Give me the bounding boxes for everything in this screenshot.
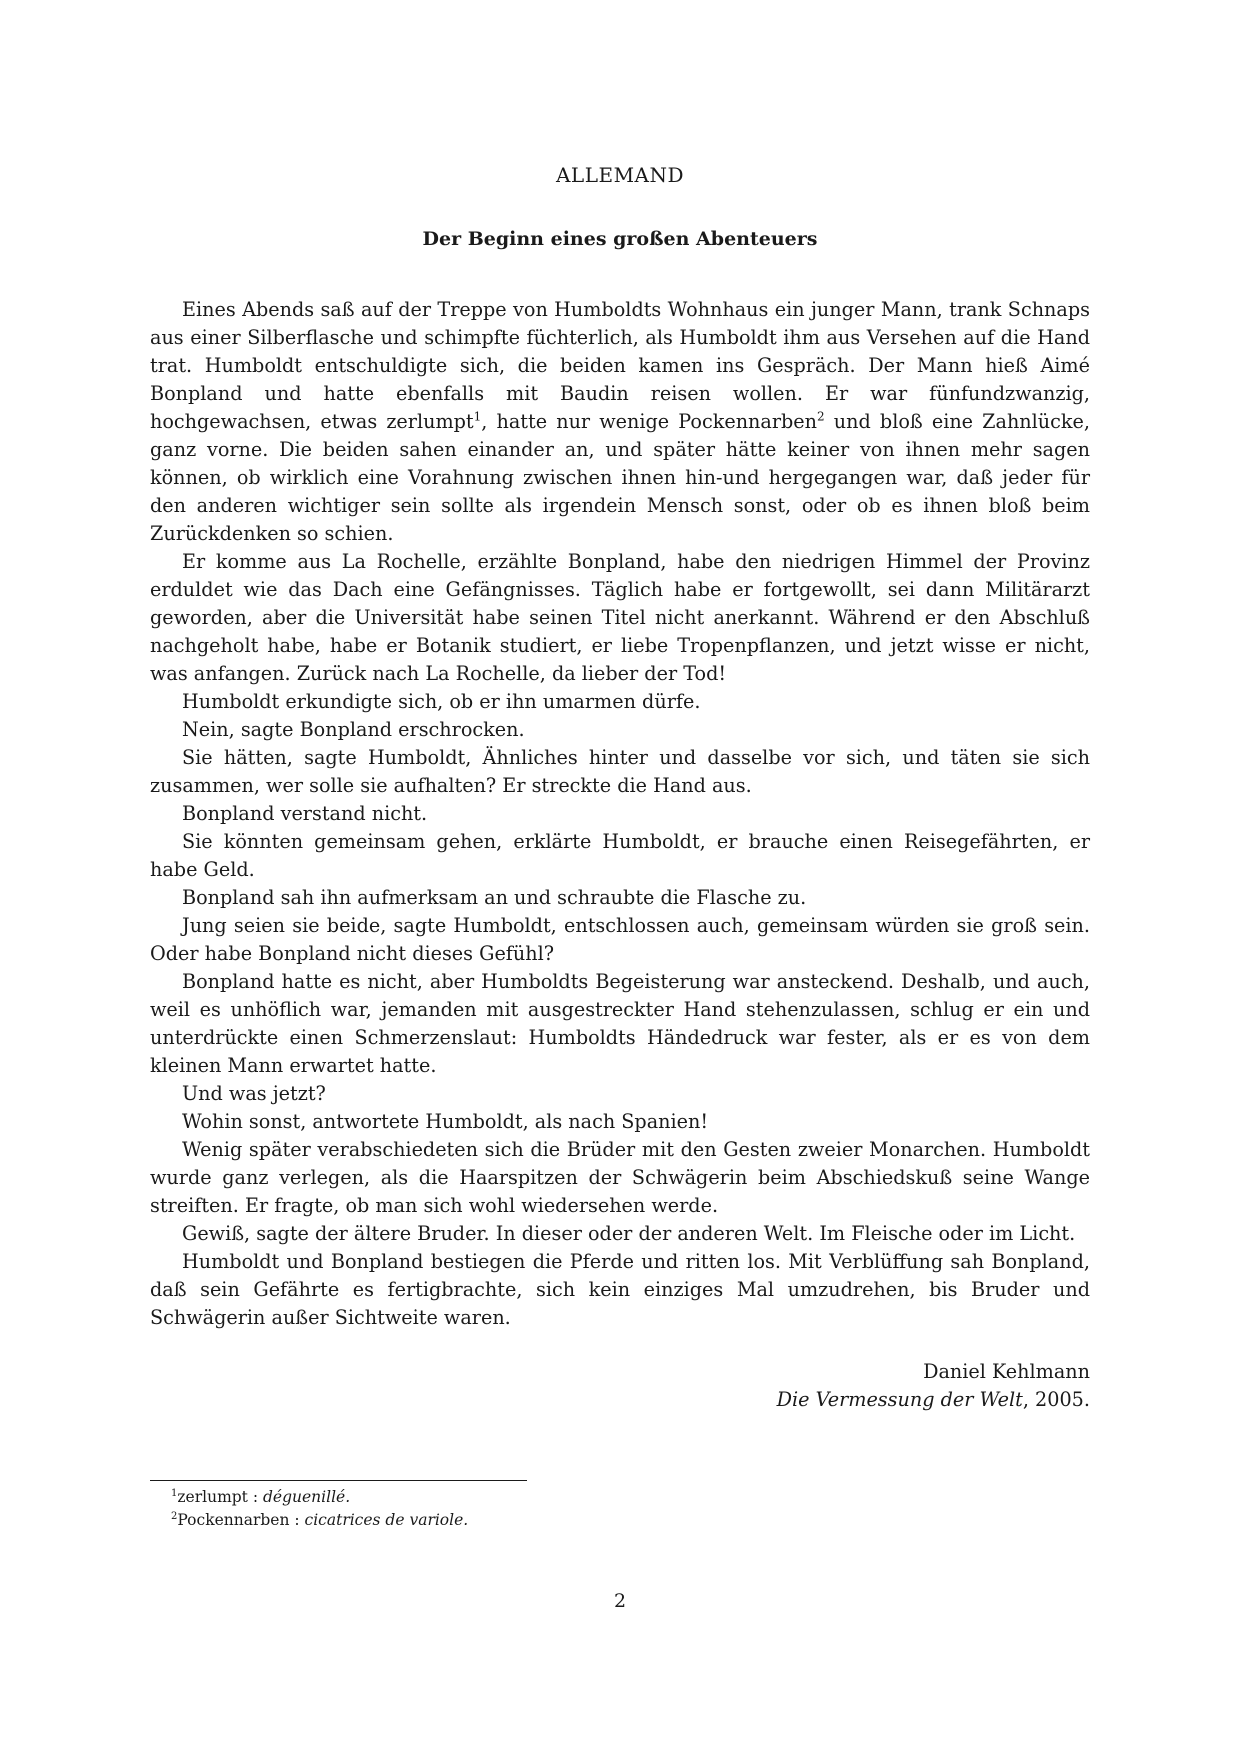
paragraph: Jung seien sie beide, sagte Humboldt, entschlossen auch, gemeinsam würden sie groß sein. Oder habe Bonpland nicht dieses Gefühl? [150, 914, 1090, 965]
footnote-divider [150, 1480, 527, 1481]
author-name: Daniel Kehlmann [923, 1360, 1090, 1383]
paragraph: Bonpland verstand nicht. [182, 802, 428, 825]
paragraph: Wenig später verabschiedeten sich die Brüder mit den Gesten zweier Monarchen. Humboldt wurde ganz verlegen, als die Haarspitzen der Schwägerin beim Abschiedskuß seine Wange streiften. Er fragte, ob man sich wohl wiedersehen werde. [150, 1138, 1090, 1217]
paragraph-text: , hatte nur wenige Pockennarben [481, 410, 818, 433]
footnote-number: 2 [171, 1510, 178, 1522]
paragraph [150, 296, 1090, 548]
footnote-translation: cicatrices de variole. [304, 1511, 469, 1529]
paragraph: Sie hätten, sagte Humboldt, Ähnliches hinter und dasselbe vor sich, und täten sie sich zusammen, wer solle sie aufhalten? Er streckte die Hand aus. [150, 746, 1090, 797]
footnote-term: Pockennarben : [177, 1511, 305, 1529]
paragraph: Sie könnten gemeinsam gehen, erklärte Humboldt, er brauche einen Reisegefährten, er habe Geld. [150, 830, 1090, 881]
footnote-marker: 2 [817, 409, 825, 424]
paragraph: Humboldt erkundigte sich, ob er ihn umarmen dürfe. [182, 690, 701, 713]
footnote [171, 1486, 468, 1509]
paragraph-text: und bloß eine Zahnlücke, ganz vorne. Die beiden sahen einander an, und später hätte keiner von ihnen mehr sagen können, ob wirklich eine Vorahnung zwischen ihnen hin-und hergegangen war, daß jeder für den anderen wichtiger sein sollte als irgendein Mensch sonst, oder ob es ihnen bloß beim Zurückdenken so schien. [150, 410, 1090, 545]
paragraph: Humboldt und Bonpland bestiegen die Pferde und ritten los. Mit Verblüffung sah Bonpland, daß sein Gefährte es fertigbrachte, sich kein einziges Mal umzudrehen, bis Bruder und Schwägerin außer Sichtweite waren. [150, 1250, 1090, 1329]
paragraph: Wohin sonst, antwortete Humboldt, als nach Spanien! [182, 1110, 709, 1133]
document-page [150, 0, 1090, 1754]
paragraph: Bonpland hatte es nicht, aber Humboldts Begeisterung war ansteckend. Deshalb, und auch, weil es unhöflich war, jemanden mit ausgestreckter Hand stehenzulassen, schlug er ein und unterdrückte einen Schmerzenslaut: Humboldts Händedruck war fester, als er es von dem kleinen Mann erwartet hatte. [150, 970, 1090, 1077]
footnotes [171, 1486, 468, 1532]
work-title: Die Vermessung der Welt [776, 1388, 1023, 1411]
paragraph: Nein, sagte Bonpland erschrocken. [182, 718, 525, 741]
source-attribution [777, 1358, 1090, 1414]
text-body [150, 296, 1090, 1332]
footnote-marker: 1 [473, 409, 482, 424]
paragraph: Bonpland sah ihn aufmerksam an und schraubte die Flasche zu. [182, 886, 807, 909]
paragraph: Gewiß, sagte der ältere Bruder. In dieser oder der anderen Welt. Im Fleische oder im Licht. [182, 1222, 1076, 1245]
paragraph: Er komme aus La Rochelle, erzählte Bonpland, habe den niedrigen Himmel der Provinz erduldet wie das Dach eine Gefängnisses. Täglich habe er fortgewollt, sei dann Militärarzt geworden, aber die Universität habe seinen Titel nicht anerkannt. Während er den Abschluß nachgeholt habe, habe er Botanik studiert, er liebe Tropenpflanzen, und jetzt wisse er nicht, was anfangen. Zurück nach La Rochelle, da lieber der Tod! [150, 550, 1090, 685]
footnote-term: zerlumpt : [177, 1488, 263, 1506]
footnote-translation: déguenillé. [263, 1488, 351, 1506]
work-year: , 2005. [1022, 1388, 1090, 1411]
text-title: Der Beginn eines großen Abenteuers [422, 228, 818, 250]
section-language-heading: ALLEMAND [555, 163, 685, 187]
page-number: 2 [613, 1590, 627, 1612]
paragraph-text: Eines Abends saß auf der Treppe von Humboldts Wohnhaus ein junger Mann, trank Schnaps aus einer Silberflasche und schimpfte füchterlich, als Humboldt ihm aus Versehen auf die Hand trat. Humboldt entschuldigte sich, die beiden kamen ins Gespräch. Der Mann hieß Aimé Bonpland und hatte ebenfalls mit Baudin reisen wollen. Er war fünfundzwanzig, hochgewachsen, etwas zerlumpt [150, 298, 1090, 433]
work-citation [777, 1386, 1090, 1414]
footnote-number: 1 [171, 1487, 178, 1499]
footnote [171, 1509, 468, 1532]
paragraph: Und was jetzt? [182, 1082, 326, 1105]
